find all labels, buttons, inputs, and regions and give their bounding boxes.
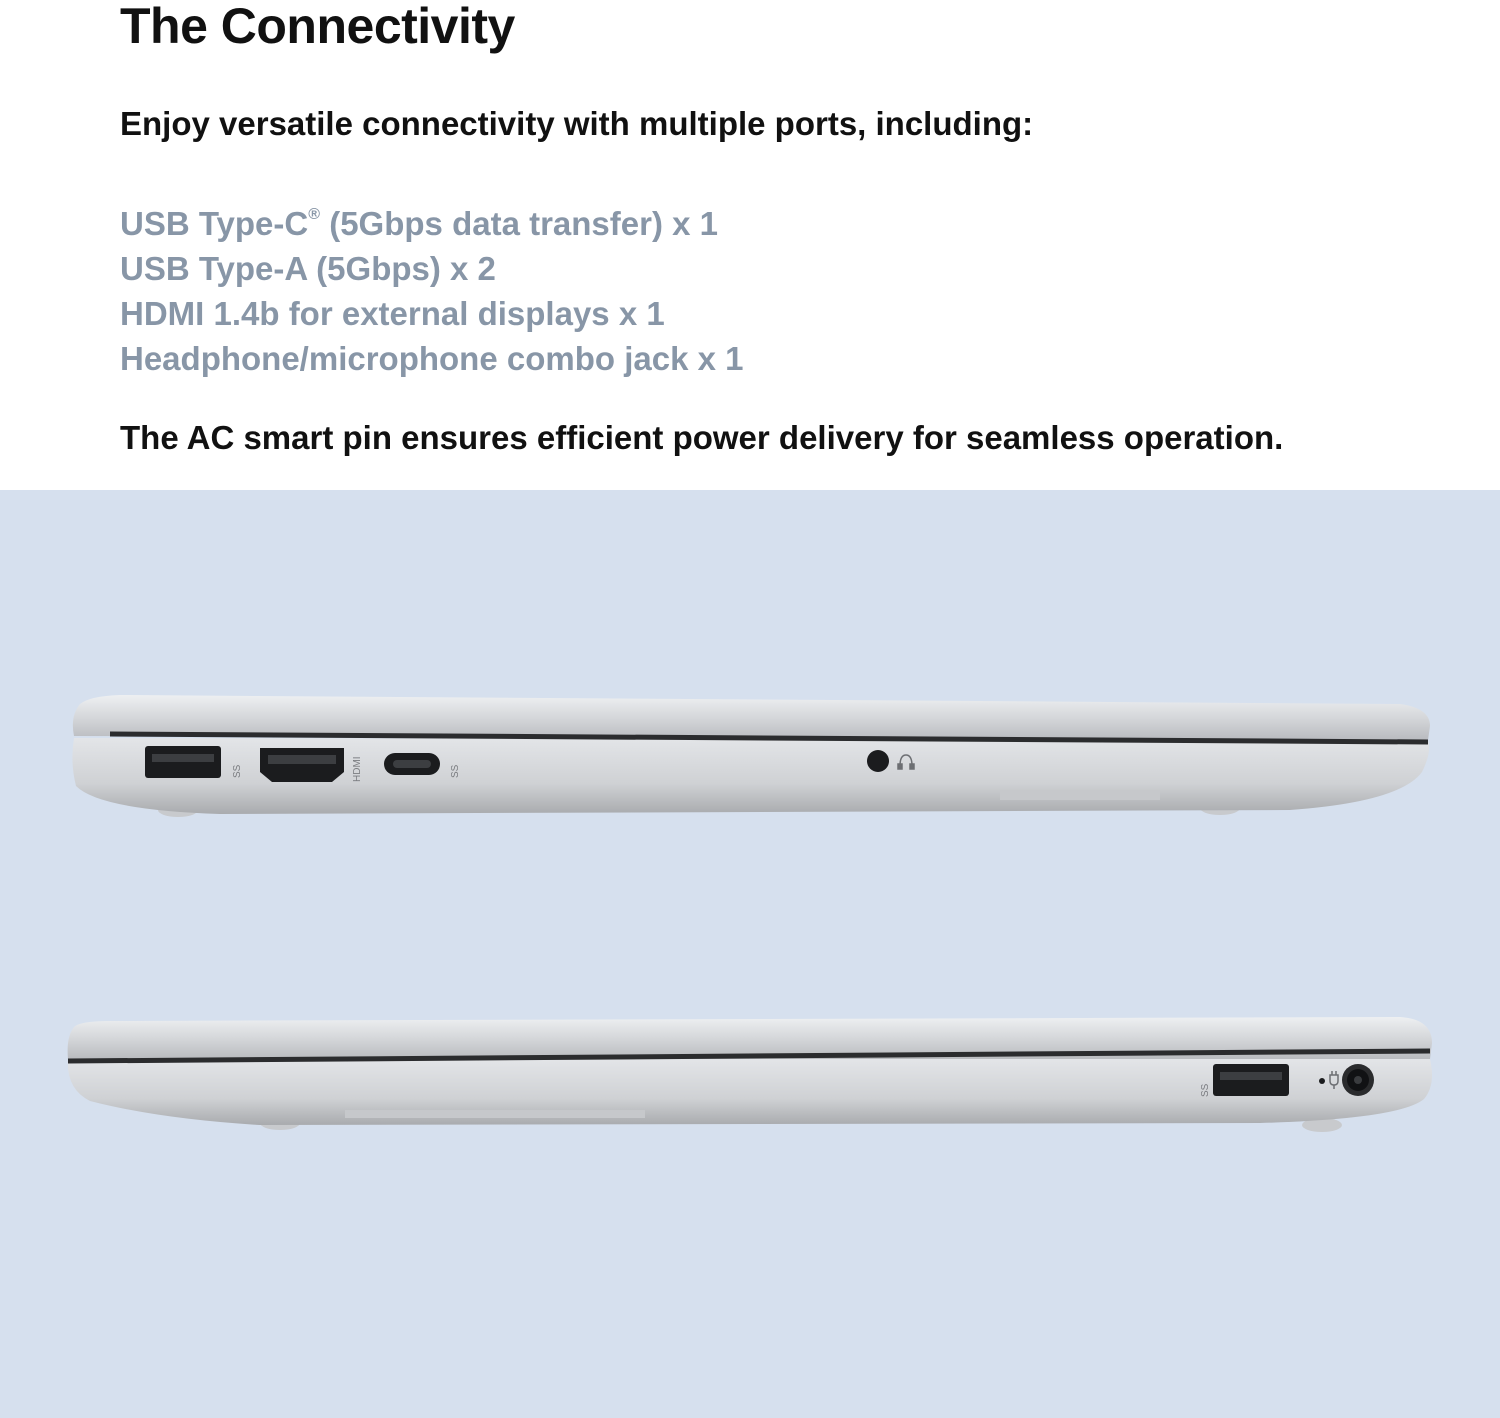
port-item-audio-jack: Headphone/microphone combo jack x 1 (120, 340, 744, 377)
usb-a-port-icon (145, 746, 221, 778)
laptop-left-side (60, 690, 1440, 830)
text-section (0, 0, 1500, 490)
hdmi-port-icon (260, 748, 344, 782)
laptop-right-side (60, 1015, 1440, 1155)
port-item-usb-c: USB Type-C® (5Gbps data transfer) x 1 (120, 205, 718, 242)
intro-text: Enjoy versatile connectivity with multiple ports, including: (120, 105, 1034, 142)
speaker-grille (1000, 790, 1160, 800)
ac-smart-pin-port-icon (1342, 1064, 1374, 1096)
power-note: The AC smart pin ensures efficient power delivery for seamless operation. (120, 419, 1284, 456)
speaker-grille (345, 1110, 645, 1118)
page-title: The Connectivity (120, 0, 515, 54)
hdmi-label: HDMI (352, 756, 363, 782)
usb-a-port-icon (1213, 1064, 1289, 1096)
registered-mark: ® (308, 206, 321, 223)
usb-a-ss-label: SS (232, 764, 243, 778)
audio-jack-icon (867, 750, 889, 772)
usb-c-ss-label: SS (450, 764, 461, 778)
usb-c-port-icon (384, 753, 440, 775)
port-list (120, 192, 743, 381)
charging-led-icon (1319, 1078, 1325, 1084)
port-item-usb-a: USB Type-A (5Gbps) x 2 (120, 250, 496, 287)
product-image-area (0, 490, 1500, 1418)
usb-a-ss-label: SS (1200, 1083, 1211, 1097)
port-item-hdmi: HDMI 1.4b for external displays x 1 (120, 295, 665, 332)
